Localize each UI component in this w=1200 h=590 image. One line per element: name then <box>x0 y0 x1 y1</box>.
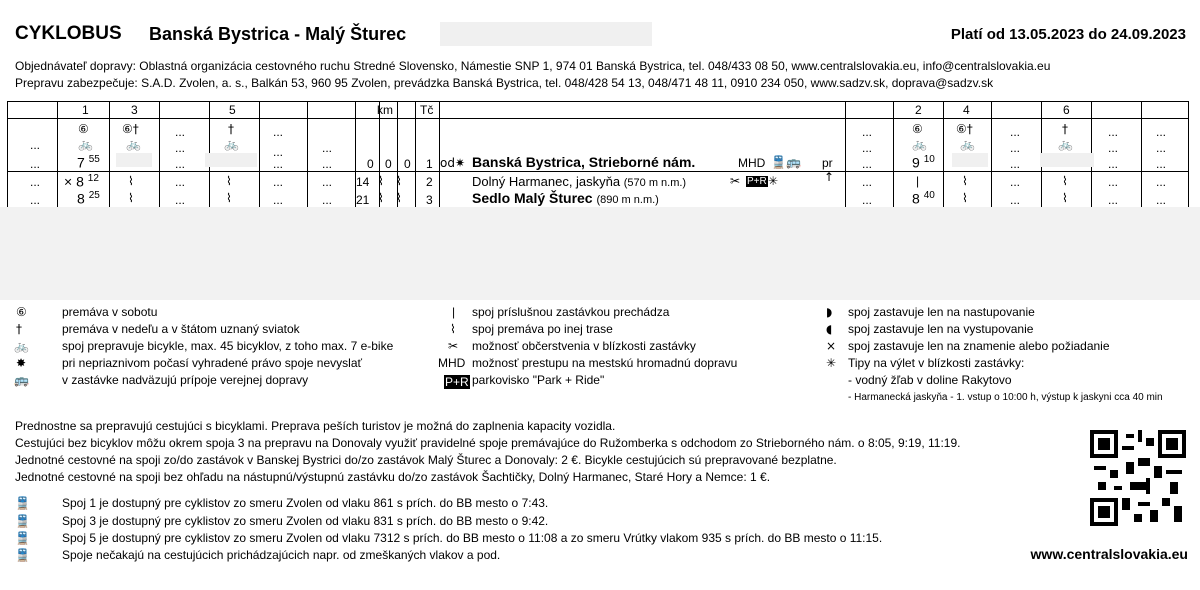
park-ride-icon: P+R <box>747 176 767 187</box>
dots: ... <box>322 141 333 155</box>
other-route-icon: ⌇ <box>378 174 384 188</box>
dots: ... <box>1156 157 1167 171</box>
note-2: Cestujúci bez bicyklov môžu okrem spoja 3 na prepravu na Donovaly využiť pravidelné spoje premávajúce do Ružomberka s odchodom zo Strieborného nám. o 8:05, 9:19, 11:19. <box>15 436 961 450</box>
trip-4: 4 <box>963 103 970 117</box>
validity: Platí od 13.05.2023 do 24.09.2023 <box>950 26 1186 43</box>
bicycle-icon: 🚲 <box>960 137 975 151</box>
dots: ... <box>1156 175 1167 189</box>
dots: ... <box>175 125 186 139</box>
tc-2: 2 <box>426 175 433 189</box>
dots: ... <box>30 157 41 171</box>
alighting-only-icon: ◖ <box>826 322 833 336</box>
holiday-icon: † <box>228 122 234 136</box>
legend-note: - Harmanecká jaskyňa - 1. vstup o 10:00 h, výstup k jaskyni cca 40 min <box>848 392 1163 403</box>
other-route-icon: ⌇ <box>450 322 456 336</box>
dots: ... <box>273 125 284 139</box>
refreshment-icon: ✂ <box>448 339 459 353</box>
redacted-area <box>440 22 652 46</box>
route-title: Banská Bystrica - Malý Šturec <box>149 24 407 44</box>
mhd-label: MHD <box>738 156 766 170</box>
dots: ... <box>1108 193 1119 207</box>
other-route-icon: ⌇ <box>962 191 968 205</box>
stop-name-3: Sedlo Malý Šturec (890 m n.m.) <box>472 190 659 206</box>
dots: ... <box>273 193 284 207</box>
legend-text: parkovisko "Park + Ride" <box>472 373 605 387</box>
legend-text: v zastávke nadväzujú prípoje verejnej dopravy <box>62 373 309 387</box>
saturday-icon: ⑥ <box>16 305 27 319</box>
brand-title: CYKLOBUS <box>15 23 122 44</box>
direction-label: pr <box>822 156 833 170</box>
stop-name-2: Dolný Harmanec, jaskyňa (570 m n.m.) <box>472 174 687 189</box>
pass-through-icon: | <box>916 174 920 188</box>
dots: ... <box>30 193 41 207</box>
dots: ... <box>175 141 186 155</box>
request-stop-icon: × <box>826 339 837 353</box>
orderer-info: Objednávateľ dopravy: Oblastná organizácia cestovného ruchu Stredné Slovensko, Námestie SNP 1, 974 01 Banská Bystrica, tel. 048/433 08 50, www.centralslovakia.eu, info@centralslovakia.eu <box>15 59 1051 73</box>
dots: ... <box>273 157 284 171</box>
redacted-area <box>0 207 1200 300</box>
time-t2-s3: 8 $^{40}$ <box>912 190 935 207</box>
legend-text: Tipy na výlet v blízkosti zastávky: <box>848 356 1025 370</box>
time-t1-s1: 7 $^{55}$ <box>77 154 100 171</box>
bicycle-icon: 🚲 <box>78 137 93 151</box>
redacted-area <box>1040 153 1094 167</box>
website-footer[interactable]: www.centralslovakia.eu <box>1030 546 1188 562</box>
legend-text: premáva v sobotu <box>62 305 158 319</box>
qr-code <box>1090 430 1186 526</box>
dots: ... <box>322 157 333 171</box>
train-icon: 🚆 <box>15 548 30 562</box>
time-t2-s1: 9 $^{10}$ <box>912 154 935 171</box>
pass-through-icon: | <box>452 305 456 319</box>
legend-text: premáva v nedeľu a v štátom uznaný sviatok <box>62 322 300 336</box>
tc-1: 1 <box>426 157 433 171</box>
legend-text: spoj príslušnou zastávkou prechádza <box>472 305 670 319</box>
bicycle-icon: 🚲 <box>14 339 29 353</box>
legend-text: spoj zastavuje len na nastupovanie <box>848 305 1035 319</box>
redacted-area <box>116 153 152 167</box>
dots: ... <box>175 193 186 207</box>
km-header: km <box>377 103 393 117</box>
dots: ... <box>1108 125 1119 139</box>
legend-text: možnosť prestupu na mestskú hromadnú dopravu <box>472 356 738 370</box>
note-1: Prednostne sa prepravujú cestujúci s bicyklami. Preprava peších turistov je možná do zaplnenia kapacity vozidla. <box>15 419 616 433</box>
dots: ... <box>1010 193 1021 207</box>
saturday-holiday-icon: ⑥† <box>956 122 973 136</box>
other-route-icon: ⌇ <box>962 174 968 188</box>
park-ride-icon: P+R <box>445 375 469 389</box>
dots: ... <box>30 138 41 152</box>
dots: ... <box>862 193 873 207</box>
carrier-info: Prepravu zabezpečuje: S.A.D. Zvolen, a. s., Balkán 53, 960 95 Zvolen, prevádzka Banská Bystrica, tel. 048/428 54 13, 048/471 48 11, 0910 234 050, www.sadzv.sk, doprava@sadzv.sk <box>15 76 994 90</box>
dots: ... <box>175 157 186 171</box>
holiday-icon: † <box>16 322 22 336</box>
dots: ... <box>175 175 186 189</box>
refreshment-icon: ✂ <box>730 174 741 188</box>
bicycle-icon: 🚲 <box>912 137 927 151</box>
legend-text: spoj prepravuje bicykle, max. 45 bicyklov, z toho max. 7 e-bike <box>62 339 394 353</box>
trip-5: 5 <box>229 103 236 117</box>
other-route-icon: ⌇ <box>128 191 134 205</box>
legend-text: - vodný žľab v doline Rakytovo <box>848 373 1012 387</box>
km-s1-a: 0 <box>367 157 374 171</box>
bus-icon: 🚌 <box>14 373 29 387</box>
dots: ... <box>273 145 284 159</box>
trip-1: 1 <box>82 103 89 117</box>
saturday-icon: ⑥ <box>912 122 923 136</box>
other-route-icon: ⌇ <box>396 174 402 188</box>
dots: ... <box>273 175 284 189</box>
dots: ... <box>1010 141 1021 155</box>
other-route-icon: ⌇ <box>378 191 384 205</box>
train-note-2: Spoj 3 je dostupný pre cyklistov zo smeru Zvolen od vlaku 831 s prích. do BB mesto o 9:42. <box>62 514 549 528</box>
other-route-icon: ⌇ <box>128 174 134 188</box>
km-s3: 21 <box>356 193 370 207</box>
tc-header: Tč <box>420 103 434 117</box>
trip-6: 6 <box>1063 103 1070 117</box>
dots: ... <box>1156 125 1167 139</box>
legend-text: spoj zastavuje len na znamenie alebo požiadanie <box>848 339 1110 353</box>
dots: ... <box>862 125 873 139</box>
legend-text: možnosť občerstvenia v blízkosti zastávky <box>472 339 696 353</box>
dots: ... <box>862 141 873 155</box>
dots: ... <box>862 157 873 171</box>
trip-tip-icon: ✳ <box>826 356 837 370</box>
dots: ... <box>1010 125 1021 139</box>
train-icon: 🚆🚌 <box>771 155 801 169</box>
dots: ... <box>1010 157 1021 171</box>
dots: ... <box>322 193 333 207</box>
train-note-4: Spoje nečakajú na cestujúcich prichádzajúcich napr. od zmeškaných vlakov a pod. <box>62 548 501 562</box>
legend-text: spoj premáva po inej trase <box>472 322 613 336</box>
saturday-icon: ⑥ <box>78 122 89 136</box>
other-route-icon: ⌇ <box>396 191 402 205</box>
up-arrow-icon: ↑ <box>824 170 835 184</box>
tc-3: 3 <box>426 193 433 207</box>
km-s1-c: 0 <box>404 157 411 171</box>
train-note-3: Spoj 5 je dostupný pre cyklistov zo smeru Zvolen od vlaku 7312 s prích. do BB mesto o 11:08 a zo smeru Vrútky vlakom 935 s prích. do BB mesto o 11:15. <box>62 531 883 545</box>
redacted-area <box>205 153 257 167</box>
trip-3: 3 <box>131 103 138 117</box>
train-icon: 🚆 <box>15 514 30 528</box>
redacted-area <box>952 153 988 167</box>
dots: ... <box>322 175 333 189</box>
bicycle-icon: 🚲 <box>126 137 141 151</box>
time-t1-s2: × 8 $^{12}$ <box>64 173 99 190</box>
other-route-icon: ⌇ <box>226 174 232 188</box>
dots: ... <box>1010 175 1021 189</box>
km-s2: 14 <box>356 175 370 189</box>
legend-text: spoj zastavuje len na vystupovanie <box>848 322 1034 336</box>
mhd-icon: MHD <box>438 356 466 370</box>
dots: ... <box>1156 193 1167 207</box>
dots: ... <box>1108 157 1119 171</box>
other-route-icon: ⌇ <box>1062 191 1068 205</box>
trip-tip-icon: ✳ <box>768 174 779 188</box>
bicycle-icon: 🚲 <box>224 137 239 151</box>
weather-icon: ✸ <box>16 356 27 370</box>
train-note-1: Spoj 1 je dostupný pre cyklistov zo smeru Zvolen od vlaku 861 s prích. do BB mesto o 7:43. <box>62 496 549 510</box>
stop-name-1: Banská Bystrica, Strieborné nám. <box>472 154 696 170</box>
dots: ... <box>862 175 873 189</box>
stop1-prefix: od✷ <box>440 156 466 170</box>
note-3: Jednotné cestovné na spoji zo/do zastávok v Banskej Bystrici do/zo zastávok Malý Šturec a Donovaly: 2 €. Bicykle cestujúcich sú prepravované bezplatne. <box>15 453 837 467</box>
other-route-icon: ⌇ <box>226 191 232 205</box>
holiday-icon: † <box>1062 122 1068 136</box>
time-t1-s3: 8 $^{25}$ <box>77 190 100 207</box>
dots: ... <box>30 175 41 189</box>
dots: ... <box>1156 141 1167 155</box>
km-s1-b: 0 <box>385 157 392 171</box>
dots: ... <box>1108 141 1119 155</box>
note-4: Jednotné cestovné na spoji bez ohľadu na nástupnú/výstupnú zastávku do/zo zastávok Šachtičky, Dolný Harmanec, Staré Hory a Nemce: 1 €. <box>15 470 771 484</box>
dots: ... <box>1108 175 1119 189</box>
saturday-holiday-icon: ⑥† <box>122 122 139 136</box>
legend-text: pri nepriaznivom počasí vyhradené právo spoje nevyslať <box>62 356 362 370</box>
trip-2: 2 <box>915 103 922 117</box>
other-route-icon: ⌇ <box>1062 174 1068 188</box>
boarding-only-icon: ◗ <box>826 305 833 319</box>
train-icon: 🚆 <box>15 531 30 545</box>
bicycle-icon: 🚲 <box>1058 137 1073 151</box>
train-icon: 🚆 <box>15 496 30 510</box>
